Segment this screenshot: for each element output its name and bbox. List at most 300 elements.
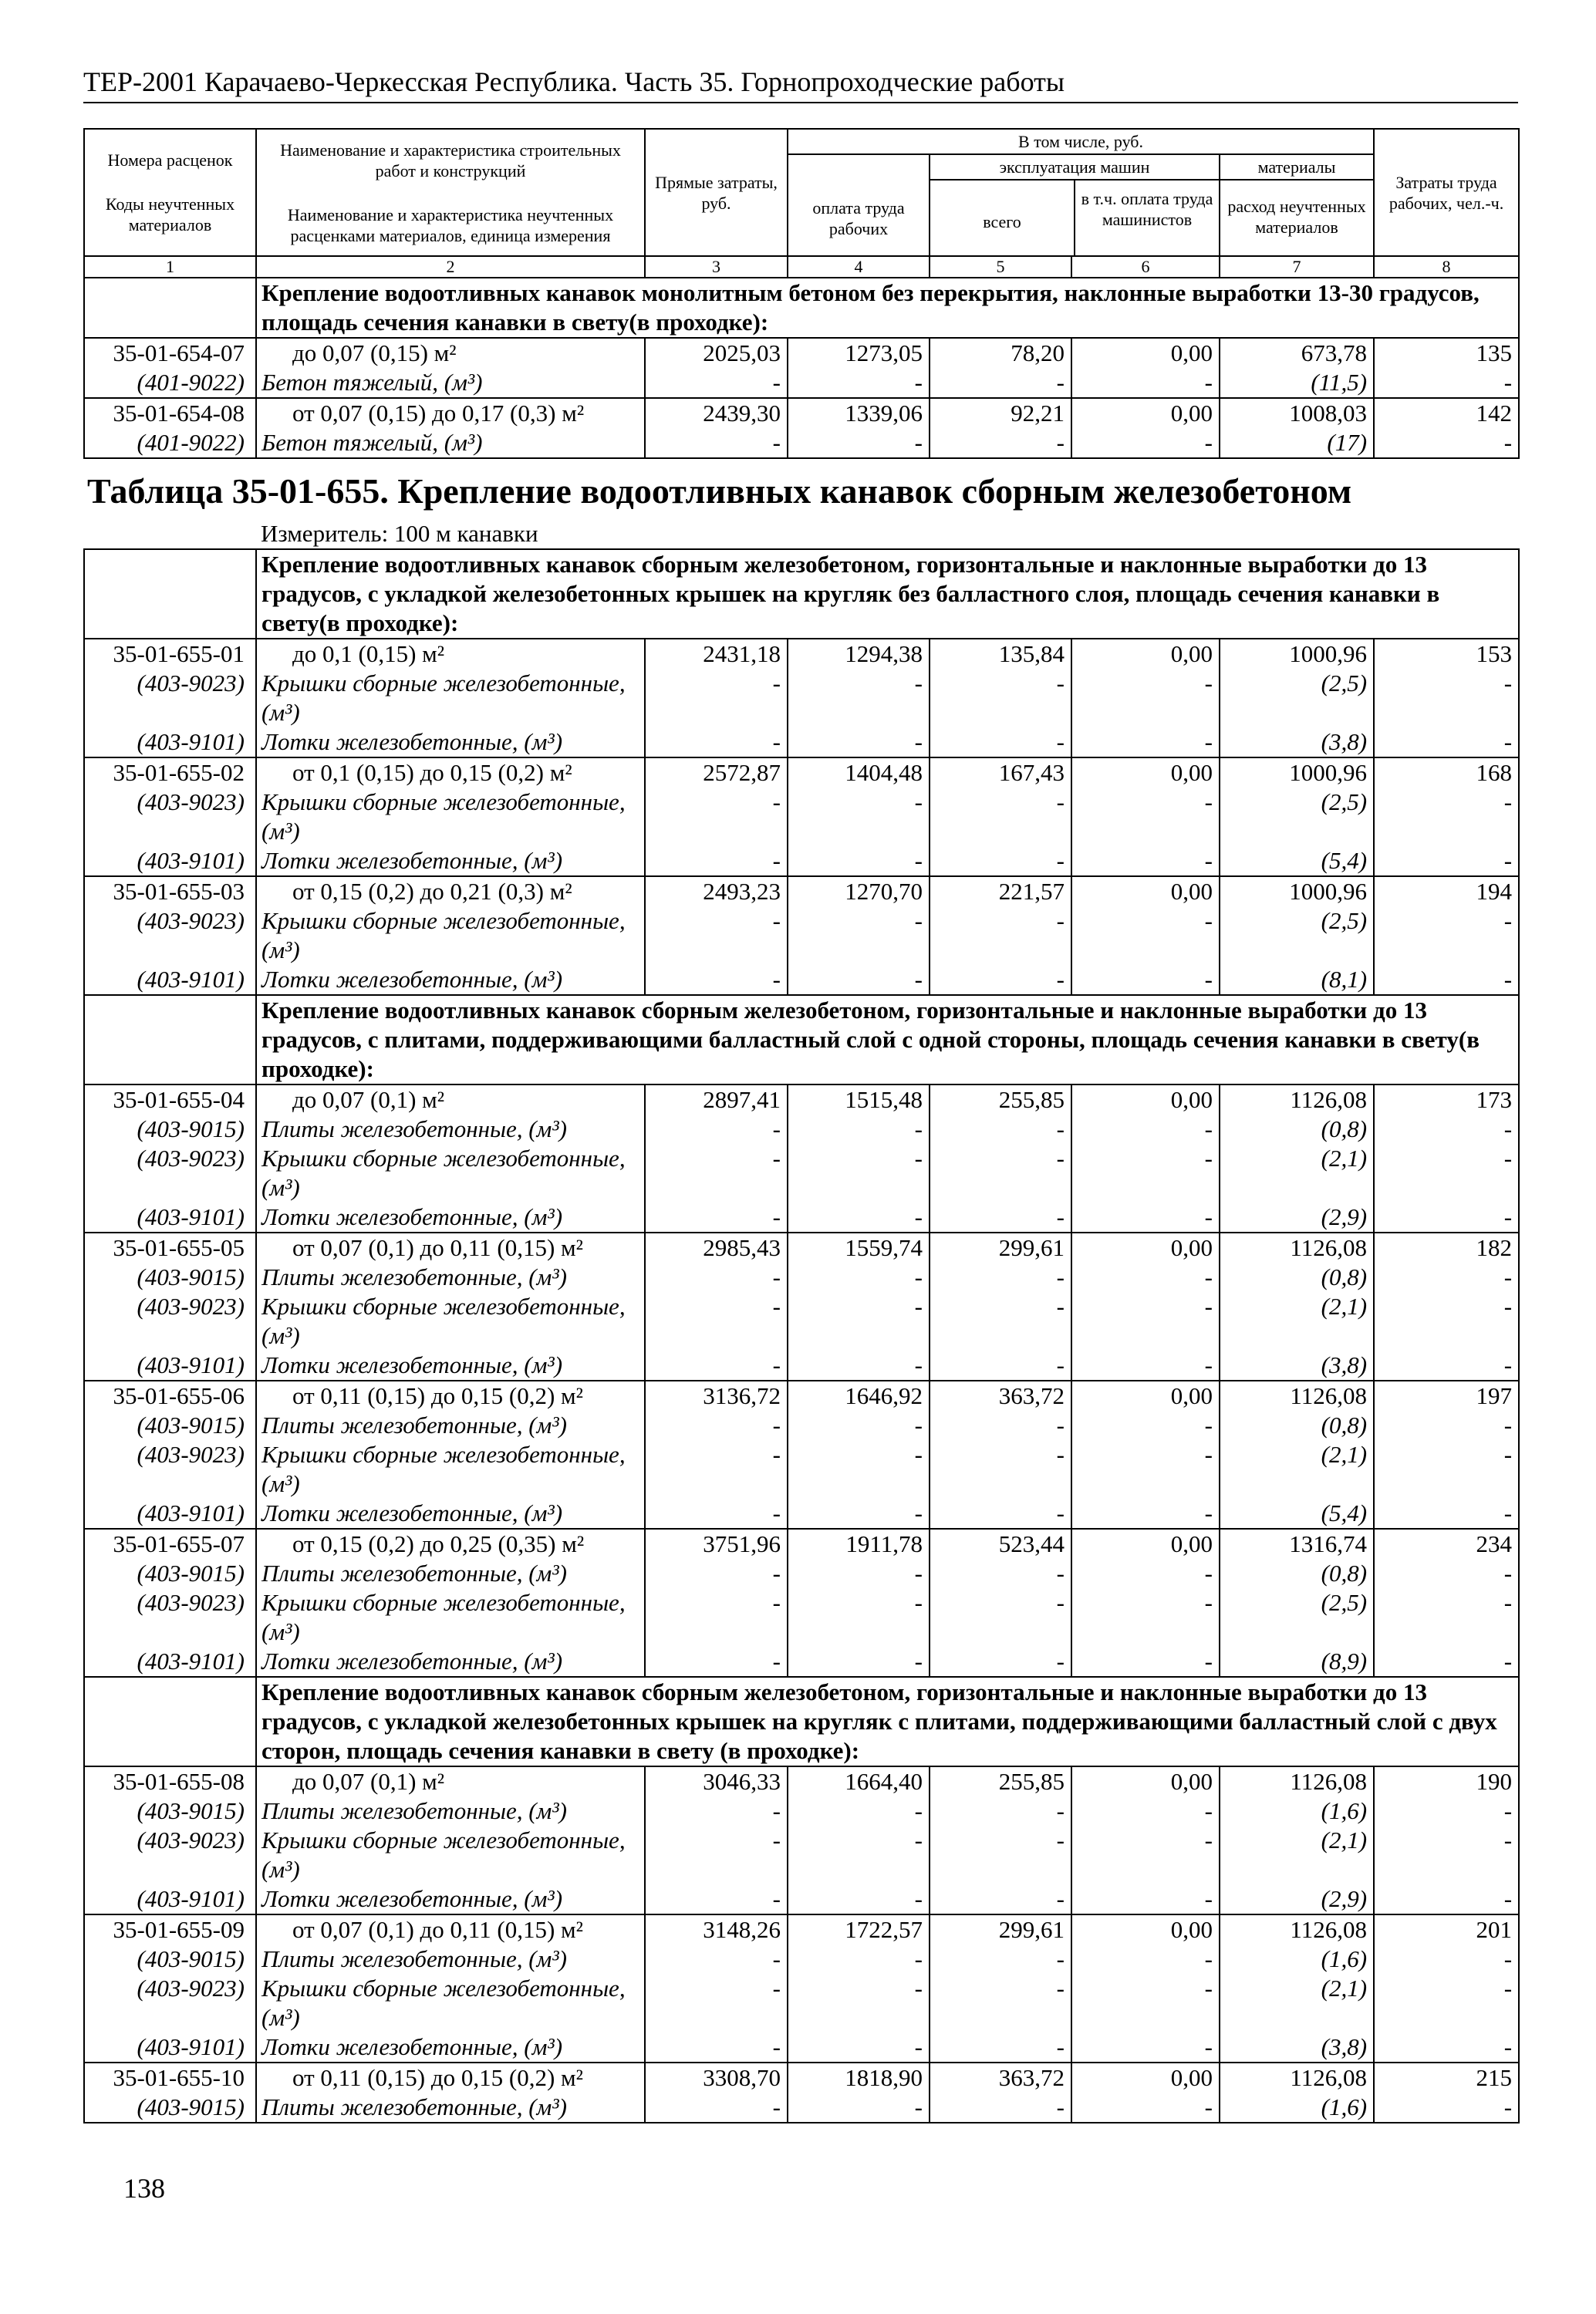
direct-costs: - (645, 2032, 788, 2063)
col-direct-costs-header: Прямые затраты, руб. (645, 129, 788, 256)
empty-cell (84, 278, 256, 338)
materials-cost: 1008,03 (1220, 398, 1374, 428)
wage-cost: - (788, 368, 930, 398)
col2-bottom-label: Наименование и характеристика неучтенных расценками материалов, единица измерения (287, 204, 614, 245)
material-row (84, 906, 1519, 965)
labor-costs: 197 (1374, 1381, 1519, 1411)
item-name: Лотки железобетонные, (м³) (256, 1499, 645, 1529)
rate-code: (403-9101) (84, 1884, 256, 1914)
direct-costs: 2431,18 (645, 639, 788, 669)
machines-cost: 299,61 (930, 1914, 1071, 1945)
wage-cost: - (788, 1203, 930, 1233)
item-name: Крышки сборные железобетонные, (м³) (256, 1974, 645, 2032)
labor-costs: - (1374, 1647, 1519, 1677)
wage-cost: 1515,48 (788, 1084, 930, 1115)
item-name: Лотки железобетонные, (м³) (256, 846, 645, 876)
materials-cost: (1,6) (1220, 1796, 1374, 1826)
rate-code: (403-9101) (84, 1499, 256, 1529)
col-number: 3 (645, 256, 788, 278)
item-name: Крышки сборные железобетонные, (м³) (256, 1440, 645, 1499)
rate-row (84, 1084, 1519, 1115)
rate-code: (403-9023) (84, 1144, 256, 1203)
labor-costs: 234 (1374, 1529, 1519, 1559)
material-row (84, 1647, 1519, 1677)
item-name: от 0,1 (0,15) до 0,15 (0,2) м² (256, 757, 645, 788)
machinist-wage: - (1071, 1884, 1220, 1914)
labor-costs: - (1374, 669, 1519, 727)
machines-cost: - (930, 1292, 1071, 1351)
direct-costs: - (645, 1292, 788, 1351)
materials-cost: (3,8) (1220, 727, 1374, 757)
rate-code: (403-9015) (84, 1796, 256, 1826)
col-labor-header: Затраты труда рабочих, чел.-ч. (1374, 129, 1519, 256)
wage-cost: - (788, 1647, 930, 1677)
machinist-wage: - (1071, 906, 1220, 965)
item-name: Плиты железобетонные, (м³) (256, 1411, 645, 1440)
rate-code: 35-01-655-03 (84, 876, 256, 906)
wage-cost: 1404,48 (788, 757, 930, 788)
machines-cost: 135,84 (930, 639, 1071, 669)
machinist-wage: - (1071, 1440, 1220, 1499)
machines-cost: - (930, 906, 1071, 965)
section-title: Крепление водоотливных канавок сборным железобетоном, горизонтальные и наклонные выработки до 13 градусов, с плитами, поддерживающими балластный слой с одной стороны, площадь сечения канавки в свету(в проходке): (256, 995, 1519, 1084)
wage-cost: - (788, 1945, 930, 1974)
wage-cost: - (788, 788, 930, 846)
labor-costs: - (1374, 965, 1519, 995)
direct-costs: - (645, 1115, 788, 1144)
materials-cost: (3,8) (1220, 1351, 1374, 1381)
rate-code: 35-01-655-05 (84, 1233, 256, 1263)
item-name: от 0,11 (0,15) до 0,15 (0,2) м² (256, 1381, 645, 1411)
machinist-wage: - (1071, 1647, 1220, 1677)
labor-costs: - (1374, 1263, 1519, 1292)
rate-code: (403-9023) (84, 1440, 256, 1499)
item-name: до 0,1 (0,15) м² (256, 639, 645, 669)
material-row (84, 1559, 1519, 1588)
material-row (84, 1826, 1519, 1884)
machines-cost: 255,85 (930, 1084, 1071, 1115)
machines-cost: - (930, 1203, 1071, 1233)
group-materials-header (1220, 154, 1374, 256)
rate-code: (403-9101) (84, 1203, 256, 1233)
item-name: от 0,07 (0,15) до 0,17 (0,3) м² (256, 398, 645, 428)
wage-cost: - (788, 1263, 930, 1292)
machines-cost: - (930, 1647, 1071, 1677)
rate-code: (403-9023) (84, 906, 256, 965)
rate-row (84, 1529, 1519, 1559)
material-row (84, 1796, 1519, 1826)
machines-cost: - (930, 368, 1071, 398)
materials-cost: 1000,96 (1220, 757, 1374, 788)
materials-cost: (2,1) (1220, 1974, 1374, 2032)
col4-label: оплата труда рабочих (812, 198, 905, 238)
item-name: Крышки сборные железобетонные, (м³) (256, 1144, 645, 1203)
item-name: Бетон тяжелый, (м³) (256, 368, 645, 398)
item-name: от 0,07 (0,1) до 0,11 (0,15) м² (256, 1233, 645, 1263)
labor-costs: - (1374, 1440, 1519, 1499)
direct-costs: 3308,70 (645, 2063, 788, 2093)
machinist-wage: - (1071, 368, 1220, 398)
col-wage-header (788, 154, 930, 256)
machinist-wage: 0,00 (1071, 398, 1220, 428)
rate-row (84, 639, 1519, 669)
material-row (84, 1588, 1519, 1647)
materials-cost: 1000,96 (1220, 876, 1374, 906)
rate-row (84, 1233, 1519, 1263)
materials-cost: 1126,08 (1220, 1766, 1374, 1796)
wage-cost: - (788, 727, 930, 757)
rate-code: (403-9101) (84, 965, 256, 995)
rate-code: (403-9015) (84, 1559, 256, 1588)
wage-cost: - (788, 1884, 930, 1914)
item-name: до 0,07 (0,1) м² (256, 1084, 645, 1115)
wage-cost: - (788, 1796, 930, 1826)
machinist-wage: - (1071, 965, 1220, 995)
machines-cost: - (930, 1144, 1071, 1203)
wage-cost: 1722,57 (788, 1914, 930, 1945)
section-heading-row (84, 549, 1519, 639)
machines-cost: - (930, 965, 1071, 995)
rate-code: (403-9101) (84, 1351, 256, 1381)
direct-costs: - (645, 1411, 788, 1440)
materials-cost: (2,5) (1220, 788, 1374, 846)
empty-cell (84, 995, 256, 1084)
machinist-wage: 0,00 (1071, 1766, 1220, 1796)
machinist-wage: 0,00 (1071, 1914, 1220, 1945)
section-title: Крепление водоотливных канавок сборным железобетоном, горизонтальные и наклонные выработки до 13 градусов, с укладкой железобетонных крышек на кругляк без балластного слоя, площадь сечения канавки в свету(в проходке): (256, 549, 1519, 639)
direct-costs: - (645, 727, 788, 757)
machines-cost: - (930, 2032, 1071, 2063)
material-row (84, 965, 1519, 995)
labor-costs: 173 (1374, 1084, 1519, 1115)
materials-cost: (2,1) (1220, 1826, 1374, 1884)
item-name: до 0,07 (0,15) м² (256, 338, 645, 368)
materials-cost: (1,6) (1220, 2093, 1374, 2123)
machines-cost: 363,72 (930, 1381, 1071, 1411)
machinist-wage: 0,00 (1071, 876, 1220, 906)
direct-costs: - (645, 1203, 788, 1233)
direct-costs: - (645, 846, 788, 876)
section-title: Крепление водоотливных канавок сборным железобетоном, горизонтальные и наклонные выработки до 13 градусов, с укладкой железобетонных крышек на кругляк с плитами, поддерживающими балластный слой с двух сторон, площадь сечения канавки в свету (в проходке): (256, 1677, 1519, 1766)
material-row (84, 1351, 1519, 1381)
material-row (84, 368, 1519, 398)
machinist-wage: - (1071, 2093, 1220, 2123)
machinist-wage: - (1071, 846, 1220, 876)
materials-cost: 1126,08 (1220, 1233, 1374, 1263)
empty-cell (84, 519, 256, 549)
group-materials-label: материалы (1220, 155, 1373, 180)
machines-cost: - (930, 1559, 1071, 1588)
item-name: Плиты железобетонные, (м³) (256, 1945, 645, 1974)
labor-costs: 153 (1374, 639, 1519, 669)
rate-row (84, 398, 1519, 428)
col-name-header (256, 129, 645, 256)
rate-code: 35-01-655-04 (84, 1084, 256, 1115)
rate-code: (403-9101) (84, 846, 256, 876)
labor-costs: - (1374, 1144, 1519, 1203)
materials-cost: (2,1) (1220, 1292, 1374, 1351)
materials-cost: (0,8) (1220, 1263, 1374, 1292)
table-title-row (84, 458, 1519, 519)
labor-costs: - (1374, 1292, 1519, 1351)
item-name: Плиты железобетонные, (м³) (256, 1115, 645, 1144)
item-name: до 0,07 (0,1) м² (256, 1766, 645, 1796)
materials-cost: (2,9) (1220, 1203, 1374, 1233)
wage-cost: 1339,06 (788, 398, 930, 428)
wage-cost: - (788, 1440, 930, 1499)
direct-costs: 2572,87 (645, 757, 788, 788)
item-name: Лотки железобетонные, (м³) (256, 1647, 645, 1677)
machines-cost: - (930, 1826, 1071, 1884)
wage-cost: - (788, 2032, 930, 2063)
item-name: от 0,07 (0,1) до 0,11 (0,15) м² (256, 1914, 645, 1945)
direct-costs: - (645, 788, 788, 846)
meter-row (84, 519, 1519, 549)
rate-row (84, 876, 1519, 906)
labor-costs: 135 (1374, 338, 1519, 368)
machinist-wage: - (1071, 1115, 1220, 1144)
column-numbers-row (84, 256, 1519, 278)
direct-costs: - (645, 1826, 788, 1884)
group-incl-header: В том числе, руб. (788, 129, 1374, 154)
col-number: 6 (1071, 256, 1220, 278)
labor-costs: - (1374, 788, 1519, 846)
materials-cost: (8,1) (1220, 965, 1374, 995)
item-name: Крышки сборные железобетонные, (м³) (256, 788, 645, 846)
machinist-wage: - (1071, 1411, 1220, 1440)
machinist-wage: 0,00 (1071, 1529, 1220, 1559)
material-row (84, 1974, 1519, 2032)
machinist-wage: 0,00 (1071, 1084, 1220, 1115)
labor-costs: - (1374, 846, 1519, 876)
machinist-wage: - (1071, 1826, 1220, 1884)
material-row (84, 1144, 1519, 1203)
wage-cost: - (788, 1588, 930, 1647)
rate-code: (403-9101) (84, 727, 256, 757)
rate-row (84, 338, 1519, 368)
labor-costs: - (1374, 1559, 1519, 1588)
labor-costs: 182 (1374, 1233, 1519, 1263)
wage-cost: 1646,92 (788, 1381, 930, 1411)
wage-cost: 1664,40 (788, 1766, 930, 1796)
rate-code: 35-01-654-07 (84, 338, 256, 368)
wage-cost: - (788, 1144, 930, 1203)
labor-costs: - (1374, 2093, 1519, 2123)
wage-cost: - (788, 1292, 930, 1351)
material-row (84, 2093, 1519, 2123)
labor-costs: - (1374, 1203, 1519, 1233)
item-name: Плиты железобетонные, (м³) (256, 1796, 645, 1826)
direct-costs: - (645, 906, 788, 965)
col-number: 8 (1374, 256, 1519, 278)
machinist-wage: 0,00 (1071, 2063, 1220, 2093)
machinist-wage: - (1071, 1974, 1220, 2032)
machinist-wage: 0,00 (1071, 639, 1220, 669)
machines-cost: - (930, 1884, 1071, 1914)
machinist-wage: - (1071, 2032, 1220, 2063)
machines-cost: - (930, 846, 1071, 876)
col2-top-label: Наименование и характеристика строительных работ и конструкций (280, 140, 621, 180)
rate-code: (403-9015) (84, 1263, 256, 1292)
labor-costs: 190 (1374, 1766, 1519, 1796)
rate-code: (401-9022) (84, 368, 256, 398)
labor-costs: 215 (1374, 2063, 1519, 2093)
item-name: Крышки сборные железобетонные, (м³) (256, 1292, 645, 1351)
item-name: Бетон тяжелый, (м³) (256, 428, 645, 458)
labor-costs: 201 (1374, 1914, 1519, 1945)
machinist-wage: 0,00 (1071, 1381, 1220, 1411)
section-heading-row (84, 995, 1519, 1084)
labor-costs: 168 (1374, 757, 1519, 788)
item-name: Лотки железобетонные, (м³) (256, 1203, 645, 1233)
item-name: Плиты железобетонные, (м³) (256, 2093, 645, 2123)
group-machines-label: эксплуатация машин (930, 155, 1219, 180)
machinist-wage: - (1071, 1559, 1220, 1588)
rate-code: 35-01-655-01 (84, 639, 256, 669)
direct-costs: - (645, 1974, 788, 2032)
machines-cost: - (930, 1263, 1071, 1292)
wage-cost: - (788, 1499, 930, 1529)
material-row (84, 669, 1519, 727)
machines-cost: - (930, 1499, 1071, 1529)
group-machines-header (930, 154, 1220, 256)
wage-cost: 1294,38 (788, 639, 930, 669)
item-name: от 0,11 (0,15) до 0,15 (0,2) м² (256, 2063, 645, 2093)
materials-cost: 673,78 (1220, 338, 1374, 368)
wage-cost: - (788, 2093, 930, 2123)
col-number: 5 (930, 256, 1071, 278)
rate-code: (403-9023) (84, 1588, 256, 1647)
material-row (84, 1411, 1519, 1440)
materials-cost: 1000,96 (1220, 639, 1374, 669)
machines-cost: - (930, 669, 1071, 727)
machinist-wage: - (1071, 1351, 1220, 1381)
item-name: Лотки железобетонные, (м³) (256, 2032, 645, 2063)
machines-cost: - (930, 727, 1071, 757)
machinist-wage: 0,00 (1071, 757, 1220, 788)
labor-costs: - (1374, 1796, 1519, 1826)
rate-code: (403-9023) (84, 1292, 256, 1351)
machines-cost: 255,85 (930, 1766, 1071, 1796)
item-name: Лотки железобетонные, (м³) (256, 965, 645, 995)
material-row (84, 727, 1519, 757)
machinist-wage: 0,00 (1071, 1233, 1220, 1263)
rate-code: 35-01-655-09 (84, 1914, 256, 1945)
direct-costs: 3148,26 (645, 1914, 788, 1945)
machines-cost: 299,61 (930, 1233, 1071, 1263)
direct-costs: - (645, 1440, 788, 1499)
direct-costs: - (645, 1144, 788, 1203)
rate-row (84, 2063, 1519, 2093)
materials-cost: 1126,08 (1220, 2063, 1374, 2093)
labor-costs: - (1374, 2032, 1519, 2063)
direct-costs: - (645, 1351, 788, 1381)
wage-cost: 1911,78 (788, 1529, 930, 1559)
machines-cost: - (930, 1411, 1071, 1440)
machines-cost: - (930, 1945, 1071, 1974)
machinist-wage: - (1071, 428, 1220, 458)
machinist-wage: - (1071, 1796, 1220, 1826)
item-name: Крышки сборные железобетонные, (м³) (256, 906, 645, 965)
col1-bottom-label: Коды неучтенных материалов (105, 194, 235, 234)
header-row-1 (84, 129, 1519, 154)
direct-costs: - (645, 1945, 788, 1974)
material-row (84, 1945, 1519, 1974)
materials-cost: (17) (1220, 428, 1374, 458)
col1-top-label: Номера расценок (107, 150, 233, 170)
direct-costs: - (645, 428, 788, 458)
materials-cost: (2,9) (1220, 1884, 1374, 1914)
material-row (84, 1884, 1519, 1914)
rate-code: 35-01-654-08 (84, 398, 256, 428)
wage-cost: - (788, 1351, 930, 1381)
labor-costs: - (1374, 1115, 1519, 1144)
rate-code: (401-9022) (84, 428, 256, 458)
col-number: 2 (256, 256, 645, 278)
materials-cost: (1,6) (1220, 1945, 1374, 1974)
rate-code: (403-9101) (84, 1647, 256, 1677)
labor-costs: - (1374, 1826, 1519, 1884)
direct-costs: - (645, 669, 788, 727)
labor-costs: - (1374, 1499, 1519, 1529)
labor-costs: - (1374, 1411, 1519, 1440)
wage-cost: - (788, 1826, 930, 1884)
rate-code: (403-9023) (84, 669, 256, 727)
direct-costs: 3751,96 (645, 1529, 788, 1559)
rate-code: (403-9015) (84, 1411, 256, 1440)
wage-cost: 1818,90 (788, 2063, 930, 2093)
direct-costs: 3136,72 (645, 1381, 788, 1411)
wage-cost: 1270,70 (788, 876, 930, 906)
col-rate-numbers-header (84, 129, 256, 256)
machinist-wage: - (1071, 1263, 1220, 1292)
rate-code: 35-01-655-02 (84, 757, 256, 788)
rate-code: 35-01-655-08 (84, 1766, 256, 1796)
machinist-wage: - (1071, 1945, 1220, 1974)
item-name: Лотки железобетонные, (м³) (256, 1351, 645, 1381)
machines-cost: 523,44 (930, 1529, 1071, 1559)
labor-costs: - (1374, 368, 1519, 398)
labor-costs: - (1374, 906, 1519, 965)
materials-cost: (2,5) (1220, 906, 1374, 965)
page-number: 138 (123, 2173, 165, 2204)
machines-cost: 92,21 (930, 398, 1071, 428)
materials-cost: 1126,08 (1220, 1914, 1374, 1945)
machines-cost: - (930, 1974, 1071, 2032)
item-name: Плиты железобетонные, (м³) (256, 1263, 645, 1292)
material-row (84, 788, 1519, 846)
materials-cost: (2,1) (1220, 1144, 1374, 1203)
meter-label: Измеритель: 100 м канавки (261, 520, 538, 547)
rate-code: 35-01-655-07 (84, 1529, 256, 1559)
direct-costs: - (645, 965, 788, 995)
empty-cell (84, 1677, 256, 1766)
item-name: от 0,15 (0,2) до 0,21 (0,3) м² (256, 876, 645, 906)
item-name: Лотки железобетонные, (м³) (256, 1884, 645, 1914)
materials-cost: (2,1) (1220, 1440, 1374, 1499)
materials-cost: (3,8) (1220, 2032, 1374, 2063)
section-heading-row (84, 278, 1519, 338)
direct-costs: - (645, 368, 788, 398)
machinist-wage: - (1071, 1588, 1220, 1647)
machines-cost: 363,72 (930, 2063, 1071, 2093)
machines-cost: - (930, 1588, 1071, 1647)
material-row (84, 1203, 1519, 1233)
table-body (84, 256, 1519, 2123)
col7-label: расход неучтенных материалов (1227, 197, 1366, 237)
machinist-wage: 0,00 (1071, 338, 1220, 368)
wage-cost: - (788, 906, 930, 965)
